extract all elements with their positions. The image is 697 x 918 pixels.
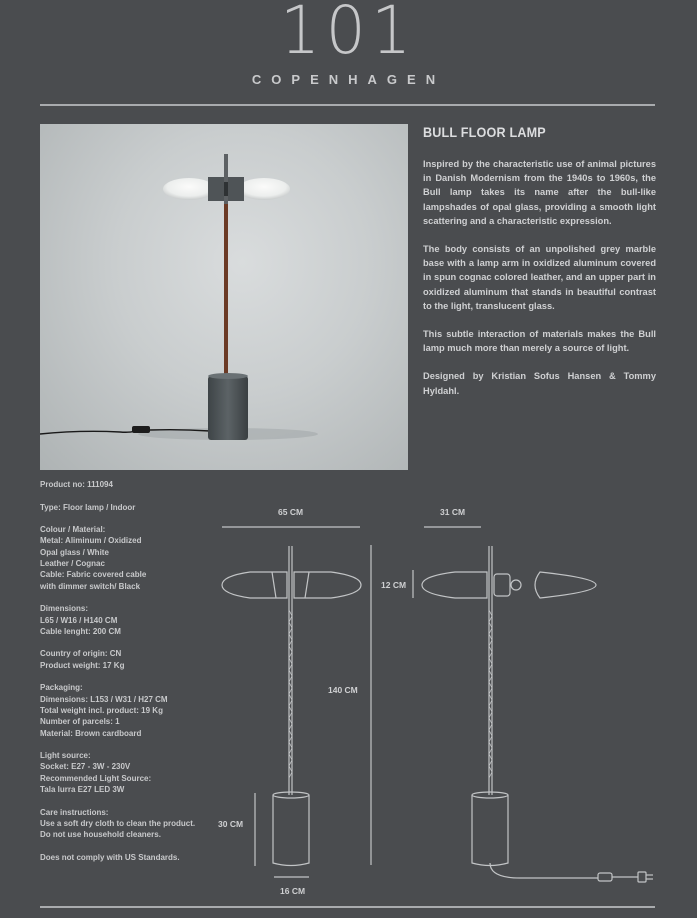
spec-line: Light source:: [40, 751, 91, 761]
spec-line: with dimmer switch/ Black: [40, 581, 141, 591]
description-paragraph: The body consists of an unpolished grey marble base with a lamp arm in oxidized aluminum covered in spun cognac colored leather, and an upper part in oxidized aluminum that stands in beautiful contrast to the light, translucent glass.: [423, 244, 656, 311]
spec-line: Socket: E27 - 3W - 230V: [40, 762, 131, 772]
spec-line: L65 / W16 / H140 CM: [40, 615, 118, 625]
brand-logo-number: 101: [280, 0, 417, 69]
bottom-divider: [40, 906, 655, 908]
spec-line: Colour / Material:: [40, 525, 106, 535]
spec-line: Product weight: 17 Kg: [40, 660, 125, 670]
spec-line: Use a soft dry cloth to clean the product.: [40, 818, 196, 828]
brand-logo-wordmark: COPENHAGEN: [251, 72, 446, 87]
spec-line: Cable lenght: 200 CM: [40, 626, 121, 636]
spec-line: Opal glass / White: [40, 547, 109, 557]
spec-line: Leather / Cognac: [40, 559, 105, 569]
spec-line: Recommended Light Source:: [40, 773, 152, 783]
spec-line: Does not comply with US Standards.: [40, 852, 180, 862]
spec-line: Packaging:: [40, 683, 83, 693]
spec-line: Dimensions: L153 / W31 / H27 CM: [40, 694, 168, 704]
spec-line: Number of parcels: 1: [40, 717, 120, 727]
height-dimension-label: 140 CM: [328, 685, 358, 695]
base-width-dimension-label: 16 CM: [280, 886, 306, 896]
spec-line: Care instructions:: [40, 807, 109, 817]
spec-line: Tala lurra E27 LED 3W: [40, 785, 125, 795]
spec-line: Cable: Fabric covered cable: [40, 570, 147, 580]
base-height-dimension-label: 30 CM: [218, 819, 244, 829]
spec-line: Country of origin: CN: [40, 649, 122, 659]
spec-line: Total weight incl. product: 19 Kg: [40, 705, 163, 715]
side-view-lamp: [422, 546, 653, 882]
designer-credit: Designed by Kristian Sofus Hansen & Tommy Hyldahl.: [423, 371, 656, 396]
shade-height-dimension-label: 12 CM: [381, 580, 407, 590]
spec-line: Dimensions:: [40, 604, 89, 614]
width-dimension-label: 65 CM: [278, 507, 304, 517]
depth-dimension-label: 31 CM: [440, 507, 466, 517]
front-view-lamp: [222, 546, 361, 866]
spec-line: Metal: Aliminum / Oxidized: [40, 536, 142, 546]
product-title: BULL FLOOR LAMP: [423, 124, 546, 140]
description-paragraph: This subtle interaction of materials makes the Bull lamp much more than merely a source of light.: [423, 329, 656, 354]
description-paragraph: Inspired by the characteristic use of animal pictures in Danish Modernism from the 1940s to 1960s, the Bull lamp takes its name after the bull-like lampshades of opal glass, providing a smooth light scattering and a characteristic expression.: [423, 159, 656, 226]
spec-line: Do not use household cleaners.: [40, 830, 161, 840]
spec-line: Type: Floor lamp / Indoor: [40, 502, 136, 512]
spec-line: Product no: 111094: [40, 480, 113, 489]
spec-line: Material: Brown cardboard: [40, 728, 142, 738]
